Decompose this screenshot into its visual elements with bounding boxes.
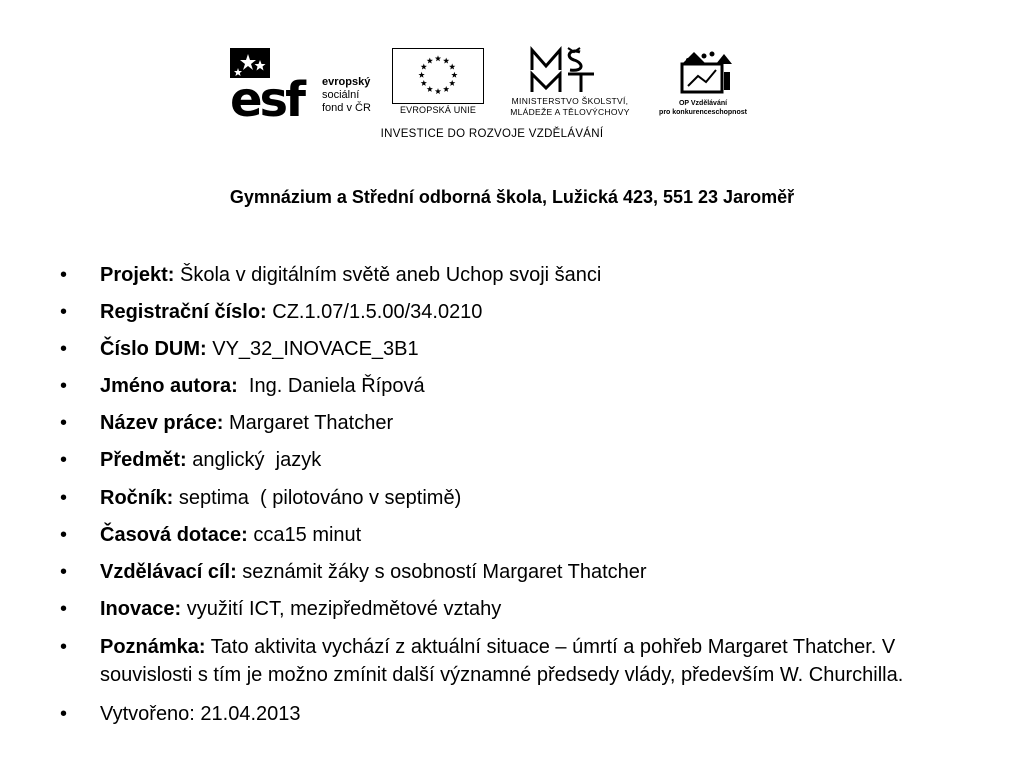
msmt-logo-mark-icon — [528, 46, 598, 94]
esf-logo — [230, 46, 380, 120]
eu-star-icon — [427, 86, 433, 92]
esf-line-3: fond v ČR — [322, 102, 371, 114]
esf-logo-text — [322, 76, 371, 115]
info-item-value: Margaret Thatcher — [223, 412, 394, 435]
msmt-line-2: MLÁDEŽE A TĚLOVÝCHOVY — [510, 107, 630, 117]
info-list-item — [56, 701, 936, 727]
info-list-item — [56, 262, 936, 288]
msmt-line-1: MINISTERSTVO ŠKOLSTVÍ, — [511, 96, 629, 106]
info-item-value: seznámit žáky s osobností Margaret Thatcher — [236, 560, 647, 583]
eu-star-icon — [418, 72, 424, 78]
op-line-1: OP Vzdělávání — [678, 100, 728, 107]
eu-star-icon — [443, 86, 449, 92]
info-item-label: Registrační číslo: — [100, 301, 267, 324]
eu-logo-label: EVROPSKÁ UNIE — [399, 105, 477, 115]
investment-tagline: INVESTICE DO ROZVOJE VZDĚLÁVÁNÍ — [380, 128, 604, 140]
info-item-value: využití ICT, mezipředmětové vztahy — [181, 597, 502, 620]
logo-band — [230, 46, 756, 146]
info-item-label: Jméno autora: — [100, 375, 238, 398]
info-item-label: Předmět: — [100, 449, 187, 472]
info-item-label: Číslo DUM: — [100, 338, 207, 361]
info-item-value: Ing. Daniela Řípová — [237, 375, 425, 398]
info-list-item — [56, 485, 936, 511]
school-title: Gymnázium a Střední odborná škola, Lužická 423, 551 23 Jaroměř — [229, 187, 795, 207]
info-item-value: anglický jazyk — [186, 449, 322, 472]
info-list-item — [56, 447, 936, 473]
eu-logo — [392, 48, 484, 118]
esf-line-1: evropský — [322, 76, 371, 88]
info-item-label: Poznámka: — [100, 635, 206, 658]
info-list-item — [56, 596, 936, 622]
info-list-item — [56, 299, 936, 325]
info-list-item — [56, 522, 936, 548]
msmt-logo — [492, 46, 642, 120]
info-list-item — [56, 410, 936, 436]
info-item-value: CZ.1.07/1.5.00/34.0210 — [266, 301, 483, 324]
info-item-label: Vzdělávací cíl: — [100, 560, 237, 583]
svg-text:esf: esf — [230, 72, 304, 118]
info-item-value: Tato aktivita vychází z aktuální situace – úmrtí a pohřeb Margaret Thatcher. V souvislosti s tím je možno zmínit další významné předsedy vlády, především W. Churchilla. — [100, 635, 904, 687]
info-list-item — [56, 633, 936, 690]
info-item-label: Název práce: — [100, 412, 224, 435]
esf-logo-mark-icon — [230, 48, 318, 118]
info-list — [56, 262, 936, 738]
eu-star-icon — [435, 88, 441, 94]
eu-star-icon — [421, 80, 427, 86]
eu-star-icon — [435, 55, 441, 61]
eu-star-icon — [427, 58, 433, 64]
eu-star-icon — [443, 58, 449, 64]
eu-star-icon — [451, 72, 457, 78]
info-item-value: VY_32_INOVACE_3B1 — [206, 338, 419, 361]
msmt-logo-label — [492, 96, 648, 118]
eu-star-icon — [449, 80, 455, 86]
info-list-item — [56, 559, 936, 585]
info-item-label: Projekt: — [100, 264, 175, 286]
eu-star-icon — [421, 64, 427, 70]
info-list-item — [56, 373, 936, 399]
info-item-label: Ročník: — [100, 486, 174, 509]
op-line-2: pro konkurenceschopnost — [659, 109, 747, 116]
op-logo-mark-icon — [676, 50, 734, 94]
info-item-label: Časová dotace: — [100, 523, 248, 546]
eu-star-icon — [449, 64, 455, 70]
info-item-value: Škola v digitálním světě aneb Uchop svoji šanci — [174, 264, 602, 286]
esf-line-2: sociální — [322, 89, 360, 101]
info-list-item — [56, 336, 936, 362]
info-item-value: septima ( pilotováno v septimě) — [173, 486, 462, 509]
info-item-value: cca15 minut — [247, 523, 362, 546]
op-logo-label — [650, 99, 756, 117]
info-item-value: Vytvořeno: 21.04.2013 — [100, 703, 301, 726]
info-item-label: Inovace: — [100, 597, 182, 620]
op-logo — [650, 50, 760, 122]
eu-flag-icon — [392, 48, 484, 104]
